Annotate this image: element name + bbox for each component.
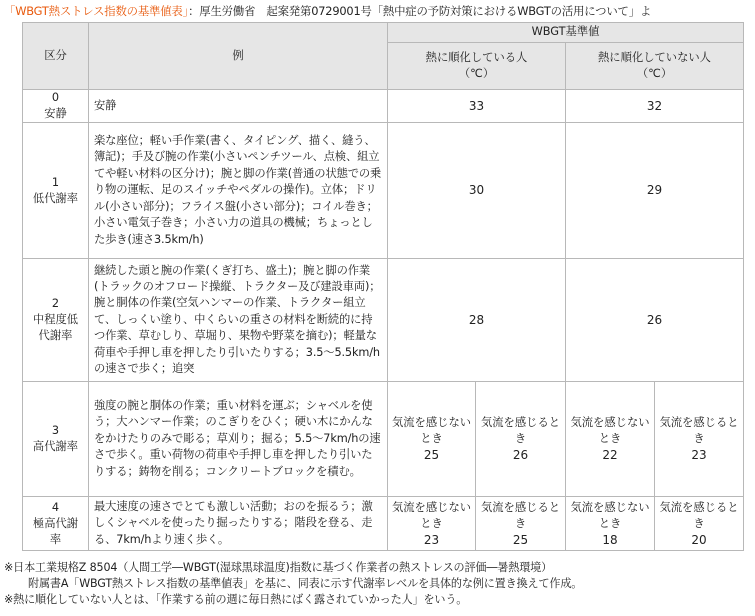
not-acclimatized-value: 32	[566, 90, 744, 123]
table-row	[23, 382, 744, 497]
airflow-label: 気流を感じないとき	[391, 416, 472, 445]
class-cell: 0 安静	[23, 90, 89, 123]
split-cell	[476, 382, 566, 497]
split-cell	[566, 382, 655, 497]
table-row	[23, 90, 744, 123]
table-caption	[4, 3, 755, 19]
not-acclimatized-value: 26	[566, 259, 744, 382]
acclimatized-value: 33	[388, 90, 566, 123]
wbgt-reference-table	[22, 22, 744, 551]
class-cell: 1 低代謝率	[23, 123, 89, 259]
table-row	[23, 123, 744, 259]
wbgt-value: 23	[691, 448, 707, 462]
wbgt-value: 20	[691, 532, 707, 547]
wbgt-value: 25	[512, 532, 529, 547]
acclimatized-value: 30	[388, 123, 566, 259]
example-cell: 継続した頭と腕の作業(くぎ打ち、盛土)；腕と脚の作業(トラックのオフロード操縦、トラクター及び建設車両)；腕と胴体の作業(空気ハンマーの作業、トラクター組立て、しっくい塗り、中くらいの重さの材料を断続的に持つ作業、草むしり、草堀り、果物や野菜を摘む)；軽量な荷車や手押し車を押したり引いたりする；3.5～5.5km/hの速さで歩く；追突	[89, 259, 388, 382]
footnote: ※熱に順化していない人とは、「作業する前の週に毎日熱にばく露されていかった人」をいう。	[4, 592, 468, 606]
header-acclimatized: 熱に順化している人 （℃）	[388, 43, 566, 90]
wbgt-value: 26	[512, 448, 529, 462]
wbgt-value: 18	[602, 532, 618, 547]
airflow-label: 気流を感じないとき	[570, 416, 650, 445]
header-not-acclimatized: 熱に順化していない人 （℃）	[566, 43, 744, 90]
class-cell: 4 極高代謝 率	[23, 497, 89, 551]
header-wbgt: WBGT基準値	[388, 23, 744, 43]
airflow-label: 気流を感じるとき	[659, 416, 739, 445]
airflow-label: 気流を感じないとき	[570, 500, 650, 530]
example-cell: 楽な座位；軽い手作業(書く、タイピング、描く、縫う、簿記)；手及び腕の作業(小さいペンチツール、点検、組立てや軽い材料の区分け)；腕と脚の作業(普通の状態での乗り物の運転、足のスイッチやペダルの操作)。立体；ドリル(小さい部分)；フライス盤(小さい部分)；コイル巻き；小さい電気子巻き；小さい力の道具の機械；ちょっとした歩き(速さ3.5km/h)	[89, 123, 388, 259]
header-example: 例	[89, 23, 388, 90]
wbgt-value: 23	[423, 532, 440, 547]
example-cell: 最大速度の速さでとても激しい活動；おのを振るう；激しくシャベルを使ったり掘ったりする；階段を登る、走る、7km/hより速く歩く。	[89, 497, 388, 551]
class-cell: 3 高代謝率	[23, 382, 89, 497]
split-cell	[655, 382, 744, 497]
example-cell: 安静	[89, 90, 388, 123]
split-cell	[566, 497, 655, 551]
split-cell	[388, 497, 476, 551]
footnote: ※日本工業規格Z 8504（人間工学―WBGT(湿球黒球温度)指数に基づく作業者の熱ストレスの評価―暑熱環境）	[4, 561, 553, 574]
table-row	[23, 259, 744, 382]
airflow-label: 気流を感じるとき	[480, 500, 561, 530]
not-acclimatized-value: 29	[566, 123, 744, 259]
table-row	[23, 497, 744, 551]
example-cell: 強度の腕と胴体の作業；重い材料を運ぶ；シャベルを使う；大ハンマー作業；のこぎりをひく；硬い木にかんなをかけたりのみで彫る；草刈り；掘る；5.5～7km/hの速さで歩く。重い荷物の荷車や手押し車を押したり引いたりする；鋳物を削る；コンクリートブロックを積む。	[89, 382, 388, 497]
wbgt-value: 22	[602, 448, 618, 462]
acclimatized-value: 28	[388, 259, 566, 382]
wbgt-value: 25	[423, 448, 440, 462]
split-cell	[476, 497, 566, 551]
table-source: ：厚生労働省 起案発第0729001号「熱中症の予防対策におけるWBGTの活用について」よ	[188, 4, 652, 18]
header-class: 区分	[23, 23, 89, 90]
split-cell	[388, 382, 476, 497]
table-title: 「WBGT熱ストレス指数の基準値表」	[4, 4, 189, 18]
airflow-label: 気流を感じるとき	[480, 416, 561, 445]
airflow-label: 気流を感じないとき	[391, 500, 472, 530]
class-cell: 2 中程度低 代謝率	[23, 259, 89, 382]
footnotes	[4, 560, 582, 607]
airflow-label: 気流を感じるとき	[659, 500, 739, 530]
footnote: 附属書A「WBGT熱ストレス指数の基準値表」を基に、同表に示す代謝率レベルを具体的な例に置き換えて作成。	[28, 576, 583, 590]
split-cell	[655, 497, 744, 551]
